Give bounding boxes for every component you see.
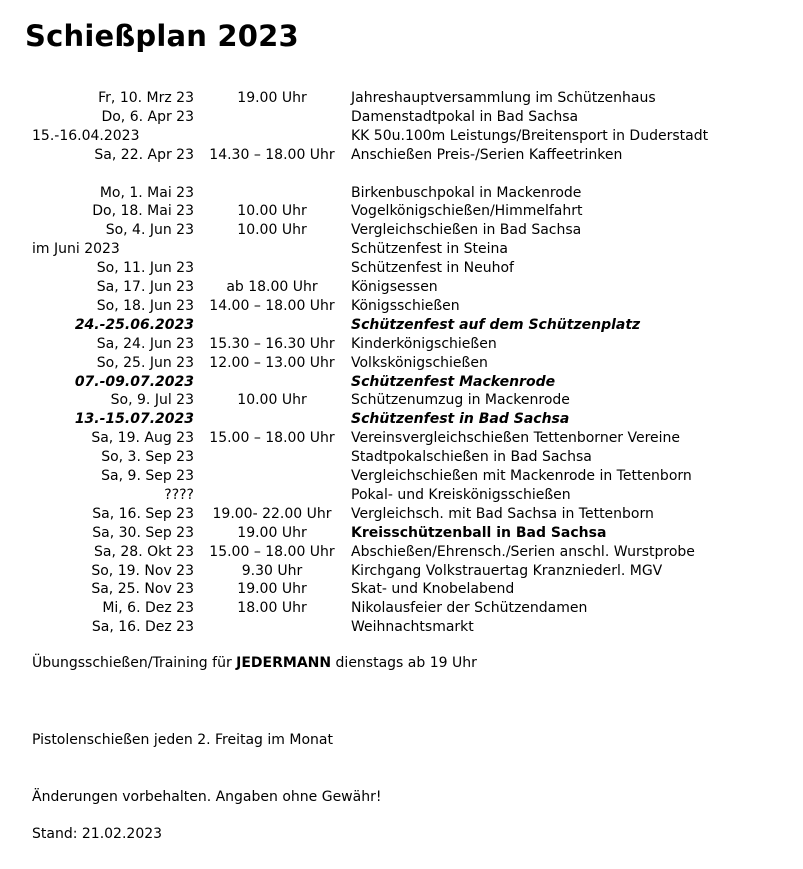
event-date: Sa, 25. Nov 23: [91, 581, 194, 598]
schedule-row: [0, 562, 803, 581]
event-date: Sa, 16. Sep 23: [92, 505, 194, 522]
event-title: Schützenfest in Steina: [351, 241, 508, 258]
schedule-row: [0, 297, 803, 316]
event-date: ????: [164, 486, 194, 503]
event-date: Mi, 6. Dez 23: [102, 600, 194, 617]
event-date: Sa, 9. Sep 23: [101, 468, 194, 484]
event-title: Vergleichsch. mit Bad Sachsa in Tettenborn: [351, 505, 654, 522]
event-title: Königsschießen: [351, 297, 460, 314]
event-time: 19.00 Uhr: [237, 524, 307, 541]
training-note: [32, 654, 477, 673]
event-date: So, 9. Jul 23: [110, 392, 194, 409]
event-date: Do, 18. Mai 23: [92, 203, 194, 220]
schedule-row: [0, 524, 803, 543]
schedule-row: [0, 505, 803, 524]
event-date: Sa, 19. Aug 23: [91, 430, 194, 447]
event-title: Nikolausfeier der Schützendamen: [351, 600, 588, 617]
schedule-row: [0, 202, 803, 221]
event-date: So, 4. Jun 23: [105, 222, 194, 239]
event-date: So, 18. Jun 23: [96, 297, 194, 314]
event-title: Abschießen/Ehrensch./Serien anschl. Wurstprobe: [351, 543, 695, 560]
event-date: So, 25. Jun 23: [96, 354, 194, 371]
event-title: Anschießen Preis-/Serien Kaffeetrinken: [351, 146, 623, 163]
event-title: Damenstadtpokal in Bad Sachsa: [351, 108, 579, 125]
event-date: Sa, 22. Apr 23: [94, 146, 194, 163]
schedule-row: [0, 599, 803, 618]
event-title: Schützenumzug in Mackenrode: [351, 392, 570, 409]
schedule-row: [0, 580, 803, 599]
schedule-row: [0, 354, 803, 373]
pistol-note: Pistolenschießen jeden 2. Freitag im Monat: [32, 732, 333, 748]
event-date: Sa, 16. Dez 23: [91, 619, 194, 636]
event-title: Skat- und Knobelabend: [351, 581, 515, 598]
event-date: So, 11. Jun 23: [96, 260, 194, 277]
event-date: 13.-15.07.2023: [74, 411, 194, 428]
training-emphasis: JEDERMANN: [236, 655, 332, 671]
schedule-row: [0, 127, 803, 146]
schedule-row: [0, 618, 803, 637]
status-date: Stand: 21.02.2023: [32, 826, 163, 842]
schedule-row: [0, 316, 803, 335]
event-title: Jahreshauptversammlung im Schützenhaus: [351, 90, 656, 106]
event-date: Mo, 1. Mai 23: [99, 184, 194, 201]
schedule-row: [0, 486, 803, 505]
event-time: 18.00 Uhr: [237, 600, 307, 617]
event-time: 15.00 – 18.00 Uhr: [209, 543, 335, 560]
event-title: Schützenfest in Bad Sachsa: [351, 411, 570, 428]
event-title: Kinderkönigschießen: [351, 335, 497, 352]
event-title: Birkenbuschpokal in Mackenrode: [351, 184, 582, 201]
schedule-row: [0, 373, 803, 392]
schedule-row: [0, 429, 803, 448]
event-title: Kirchgang Volkstrauertag Kranzniederl. MGV: [351, 562, 663, 579]
event-time: 15.30 – 16.30 Uhr: [209, 335, 335, 352]
event-title: Volkskönigschießen: [351, 354, 488, 371]
schedule-row: [0, 259, 803, 278]
schedule-row: [0, 221, 803, 240]
schedule-row: [0, 108, 803, 127]
schedule-row: [0, 391, 803, 410]
event-title: Vereinsvergleichschießen Tettenborner Vereine: [351, 430, 681, 447]
event-title: Kreisschützenball in Bad Sachsa: [351, 524, 607, 541]
event-title: Pokal- und Kreiskönigsschießen: [351, 486, 571, 503]
schedule-row: [0, 543, 803, 562]
event-date: Do, 6. Apr 23: [101, 108, 194, 125]
event-title: Vergleichschießen in Bad Sachsa: [351, 222, 582, 239]
event-date: Sa, 17. Jun 23: [96, 279, 194, 295]
event-title: Vergleichschießen mit Mackenrode in Tettenborn: [351, 468, 692, 484]
schedule-row: [0, 278, 803, 297]
event-time: 9.30 Uhr: [241, 562, 303, 579]
schedule-row: [0, 448, 803, 467]
event-date: 24.-25.06.2023: [74, 316, 194, 333]
event-time: 10.00 Uhr: [237, 222, 307, 239]
event-time: 10.00 Uhr: [237, 203, 307, 220]
schedule-row: [0, 335, 803, 354]
event-date: Sa, 30. Sep 23: [92, 524, 194, 541]
event-date: So, 3. Sep 23: [101, 449, 194, 466]
event-date: So, 19. Nov 23: [91, 562, 194, 579]
event-title: KK 50u.100m Leistungs/Breitensport in Duderstadt: [351, 127, 709, 144]
schedule-row: [0, 184, 803, 203]
event-title: Stadtpokalschießen in Bad Sachsa: [351, 449, 592, 466]
event-title: Weihnachtsmarkt: [351, 619, 474, 636]
schedule-row: [0, 146, 803, 165]
event-date: 07.-09.07.2023: [74, 373, 194, 390]
event-title: Schützenfest Mackenrode: [351, 373, 556, 390]
event-time: 14.00 – 18.00 Uhr: [209, 297, 335, 314]
training-suffix: dienstags ab 19 Uhr: [331, 655, 477, 671]
page-title: Schießplan 2023: [25, 19, 299, 53]
event-title: Schützenfest auf dem Schützenplatz: [351, 316, 641, 333]
schedule-row: [0, 410, 803, 429]
event-title: Schützenfest in Neuhof: [351, 260, 514, 277]
event-title: Königsessen: [351, 279, 438, 295]
event-time: 19.00 Uhr: [237, 90, 307, 106]
schedule-row: [0, 89, 803, 108]
event-date: im Juni 2023: [32, 241, 120, 258]
event-date: Sa, 24. Jun 23: [96, 335, 194, 352]
training-prefix: Übungsschießen/Training für: [32, 655, 237, 671]
event-time: 15.00 – 18.00 Uhr: [209, 430, 335, 447]
event-time: 10.00 Uhr: [237, 392, 307, 409]
event-date: 15.-16.04.2023: [32, 127, 140, 144]
event-date: Sa, 28. Okt 23: [94, 543, 194, 560]
event-time: 19.00- 22.00 Uhr: [212, 505, 332, 522]
event-time: 12.00 – 13.00 Uhr: [209, 354, 335, 371]
schedule-row: [0, 240, 803, 259]
event-time: 19.00 Uhr: [237, 581, 307, 598]
disclaimer-note: Änderungen vorbehalten. Angaben ohne Gewähr!: [32, 789, 382, 805]
event-date: Fr, 10. Mrz 23: [98, 90, 194, 106]
event-title: Vogelkönigschießen/Himmelfahrt: [351, 203, 583, 220]
event-time: 14.30 – 18.00 Uhr: [209, 146, 335, 163]
schedule-row: [0, 467, 803, 486]
event-time: ab 18.00 Uhr: [226, 279, 318, 295]
